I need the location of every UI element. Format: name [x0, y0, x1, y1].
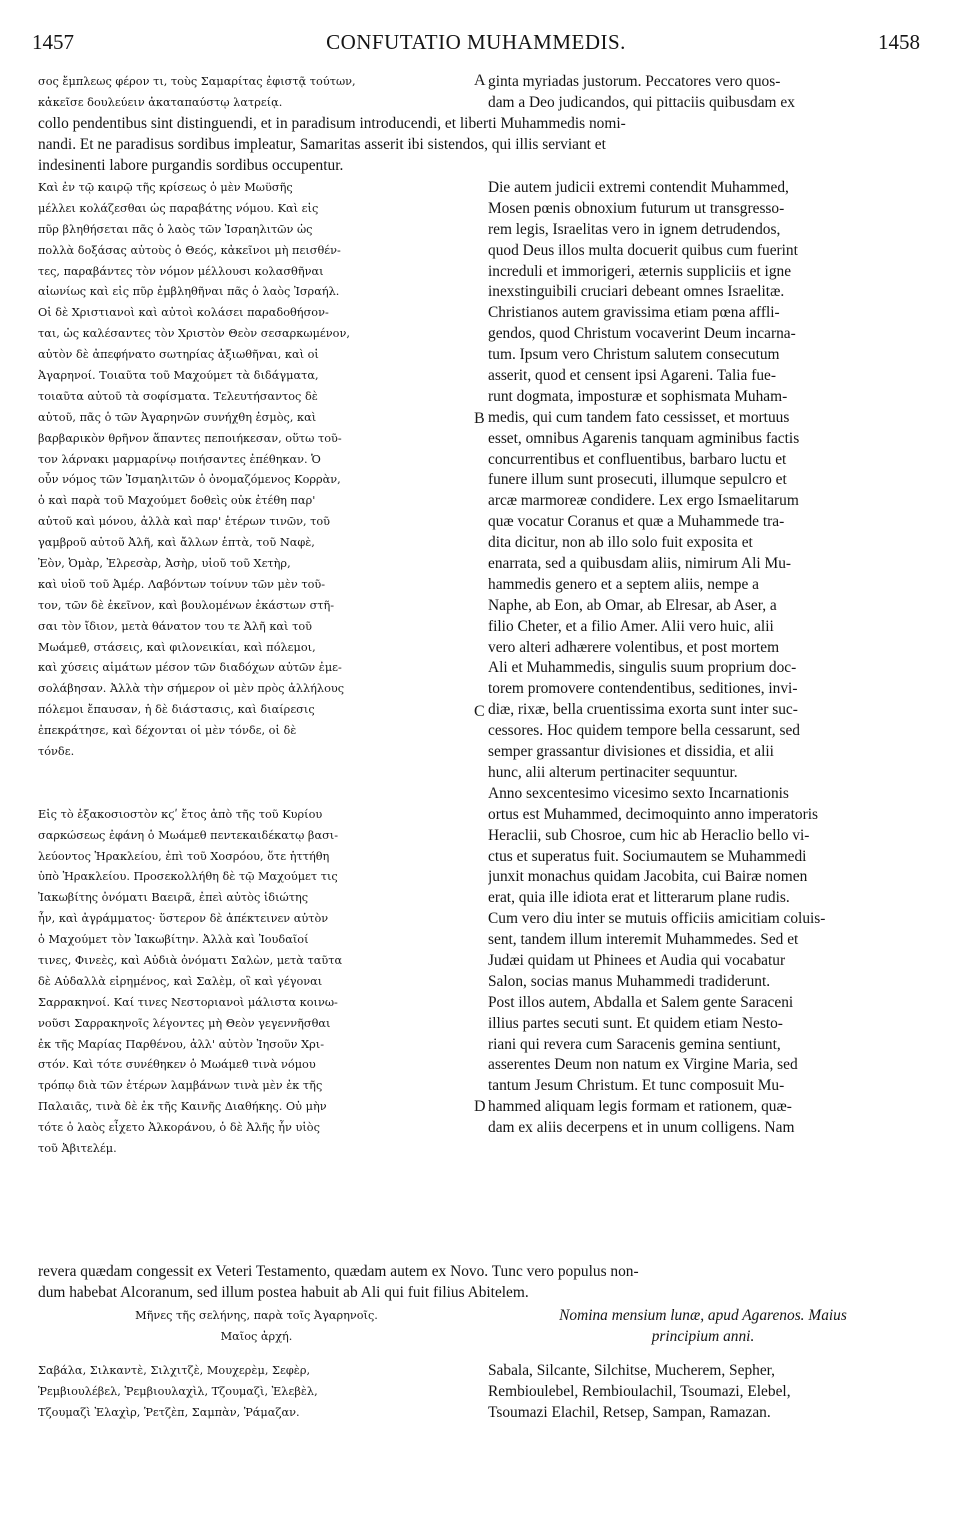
latin-heading-line: Nomina mensium lunæ, apud Agarenos. Maius [559, 1307, 847, 1324]
greek-text-line: πόλεμοι ἔπαυσαν, ἡ δὲ διάστασις, καὶ διαίρεσις [38, 703, 315, 717]
greek-text-line: σαι τὸν ἴδιον, μετὰ θάνατον του τε Ἀλῆ καὶ τοῦ [38, 619, 312, 633]
latin-text-line: dita dicitur, non ab illo solo fuit exposita et [488, 534, 753, 552]
greek-text-line: Οἱ δὲ Χριστιανοὶ καὶ αὐτοὶ κολάσει παραδοθήσον- [38, 306, 329, 320]
latin-text-line: quæ vocatur Coranus et quæ a Muhammede tra- [488, 513, 785, 531]
latin-text-line: inexstinguibili cruciari debeant omnes Israelitæ. [488, 283, 785, 301]
latin-text-line: cessores. Hoc quidem tempore bella cessarunt, sed [488, 722, 800, 740]
latin-text-line: ginta myriadas justorum. Peccatores vero quos- [488, 73, 781, 90]
latin-text-line: gendos, quod Christum vocaverint Deum incarna- [488, 325, 796, 343]
full-width-closing [38, 1262, 918, 1304]
margin-letter-c: C [474, 703, 485, 720]
greek-text-line: ται, ὡς καλέσαντες τὸν Χριστὸν Θεὸν σεσαρκωμένον, [38, 327, 350, 341]
latin-text-line: Judæi quidam ut Phinees et Audia qui vocabatur [488, 951, 786, 969]
latin-text-line: dam ex aliis decerpens et in unum colligens. Nam [488, 1119, 795, 1137]
page-number-left: 1457 [32, 30, 74, 54]
latin-text-line: sent, tandem illum interemit Muhammedes. Sed et [488, 931, 799, 949]
page-title: CONFUTATIO MUHAMMEDIS. [326, 30, 626, 54]
greek-text-line: γαμβροῦ αὐτοῦ Ἀλῆ, καὶ ἄλλων ἑπτὰ, τοῦ Ναφὲ, [38, 536, 315, 550]
latin-text-line: medis, qui cum tandem fato cessisset, et mortuus [488, 408, 790, 426]
greek-text-line: τρόπῳ διὰ τῶν ἑτέρων λαμβάνων τινὰ μὲν ἐκ τῆς [38, 1079, 323, 1093]
greek-text-line: σολάβησαν. Ἀλλὰ τὴν σήμερον οἱ μὲν πρὸς ἀλλήλους [38, 682, 345, 696]
greek-text-line: οὖν νόμος τῶν Ἰσμαηλιτῶν ὁ ὀνομαζόμενος Κορρὰν, [38, 473, 341, 487]
latin-text-line: Post illos autem, Abdalla et Salem gente Saraceni [488, 993, 794, 1011]
running-header [32, 30, 920, 60]
latin-text-line: quod Deus illos multa docuerit quibus cum fuerint [488, 241, 798, 259]
greek-text-line: στόν. Καὶ τότε συνέθηκεν ὁ Μωάμεθ τινὰ νόμου [38, 1058, 316, 1072]
text-line: nandi. Et ne paradisus sordibus impleatur, Samaritas asserit ibi sistendos, qui illis serviant et [38, 135, 606, 153]
greek-text-line: πολλὰ δοξάσας αὐτοὺς ὁ Θεός, κἀκεῖνοι μὴ πεισθέν- [38, 243, 341, 257]
latin-text-line: hunc, alii alterum pertinaciter sequuntur. [488, 763, 738, 781]
latin-column-top [488, 72, 918, 114]
greek-text-line: αὐτὸν δὲ ἀπεφήνατο σωτηρίας ἀξιωθῆναι, καὶ οἱ [38, 348, 319, 362]
greek-month-line: Σαβάλα, Σιλκαντὲ, Σιλχιτζὲ, Μουχερὲμ, Σεφὲρ, [38, 1364, 311, 1377]
latin-text-line: ctus et superatus fuit. Sociumautem se Muhammedi [488, 847, 807, 865]
latin-text-line: Salon, socias manus Muhammedi tradiderunt. [488, 972, 771, 990]
greek-text-line: αὐτοῦ, πᾶς ὁ τῶν Ἀγαρηνῶν συνήχθη ἑσμὸς, καὶ [38, 410, 317, 424]
greek-text-line: Μωάμεθ, στάσεις, καὶ φιλονεικίαι, καὶ πόλεμοι, [38, 640, 316, 654]
greek-month-line: Ῥεμβιουλέβελ, Ῥεμβιουλαχὶλ, Τζουμαζὶ, Ἐλεβὲλ, [38, 1384, 318, 1398]
latin-text-line: enarrata, sed a quibusdam aliis, nimirum Ali Mu- [488, 555, 792, 573]
latin-heading-line: principium anni. [651, 1327, 755, 1345]
greek-text-line: ὑπὸ Ἡρακλείου. Προσεκολλήθη δὲ τῷ Μαχούμετ τις [38, 870, 338, 884]
greek-text-line: τον λάρνακι μαρμαρίνῳ ποιήσαντες ἐπέθηκαν. Ὁ [38, 452, 321, 466]
greek-text-line: Σαρρακηνοί. Καί τινες Νεστοριανοὶ μάλιστα κοινω- [38, 995, 338, 1009]
greek-text-line: Καὶ ἐν τῷ καιρῷ τῆς κρίσεως ὁ μὲν Μωϋσῆς [38, 181, 293, 194]
greek-text-line: τον, τῶν δὲ ἐκεῖνον, καὶ βουλομένων ἑκάστων στῆ- [38, 598, 335, 612]
greek-column-top [38, 72, 475, 114]
latin-text-line: tantum Jesum Christum. Et tunc composuit Mu- [488, 1077, 785, 1095]
latin-text-line: funere illum sunt prosecuti, illumque sepulcro et [488, 471, 787, 489]
greek-text-line: Ἐὸν, Ὀμὰρ, Ἐλρεσὰρ, Ἀσὴρ, υἱοῦ τοῦ Χετὴρ, [38, 557, 291, 571]
latin-text-line: esset, omnibus Agarenis tanquam agminibus factis [488, 429, 800, 447]
latin-text-line: concurrentibus et confluentibus, barbaro luctu et [488, 450, 787, 468]
margin-letter-a: A [474, 72, 486, 89]
greek-text-line: κἀκεῖσε δουλεύειν ἀκαταπαύστῳ λατρείᾳ. [38, 95, 283, 109]
latin-text-line: Ali et Muhammedis, singulis suum proprium doc- [488, 659, 797, 677]
greek-text-line: Παλαιᾶς, τινὰ δὲ ἐκ τῆς Καινῆς Διαθήκης. Οὐ μὴν [38, 1100, 327, 1114]
greek-text-line: σαρκώσεως ἐφάνη ὁ Μωάμεθ πεντεκαιδέκατῳ βασι- [38, 828, 339, 842]
full-width-intro [38, 114, 918, 177]
greek-text-line: τινες, Φινεὲς, καὶ Αὐδιὰ ὀνόματι Σαλὼν, μετὰ ταῦτα [38, 953, 343, 967]
greek-text-line: δὲ Αὐδαλλὰ εἰρημένος, καὶ Σαλὲμ, οἳ καὶ γέγοναι [38, 974, 323, 988]
latin-month-line: Rembioulebel, Rembioulachil, Tsoumazi, Elebel, [488, 1382, 791, 1400]
latin-text-line: illius partes secuti sunt. Et quidem etiam Nesto- [488, 1014, 783, 1032]
greek-text-line: τόνδε. [38, 745, 75, 759]
greek-text-line: αὐτοῦ καὶ μόνου, ἀλλὰ καὶ παρ' ἑτέρων τινῶν, τοῦ [38, 515, 331, 529]
greek-text-line: Εἰς τὸ ἑξακοσιοστὸν κϛʹ ἔτος ἀπὸ τῆς τοῦ Κυρίου [38, 807, 323, 821]
text-line: collo pendentibus sint distinguendi, et in paradisum introducendi, et liberti Muhammedis nomi- [38, 115, 626, 132]
greek-text-line: ὁ Μαχούμετ τὸν Ἰακωβίτην. Ἀλλὰ καὶ Ἰουδαῖοί [38, 933, 309, 947]
latin-text-line: arcæ marmoreæ condidere. Lex ergo Ismaelitarum [488, 492, 799, 510]
latin-text-line: vero alteri adhærere volentibus, et post mortem [488, 638, 780, 656]
latin-text-line: erat, quia ille idiota erat et litterarum plane rudis. [488, 889, 790, 907]
greek-heading-line: Μῆνες τῆς σελήνης, παρὰ τοῖς Ἀγαρηνοῖς. [135, 1309, 378, 1322]
latin-text-line: hammedis genero et a septem aliis, nempe a [488, 575, 759, 593]
latin-text-line: torem promovere contendentibus, seditiones, invi- [488, 680, 798, 698]
text-line: dum habebat Alcoranum, sed illum postea habuit ab Ali qui fuit filius Abitelem. [38, 1283, 529, 1301]
greek-text-line: τότε ὁ λαὸς εἶχετο Ἀλκοράνου, ὁ δὲ Ἀλῆς ἦν υἱὸς [38, 1121, 320, 1135]
margin-letter-b: B [474, 410, 485, 427]
greek-text-line: ἦν, καὶ ἀγράμματος· ὕστερον δὲ ἀπέκτεινεν αὐτὸν [38, 912, 329, 926]
greek-text-line: ἐκ τῆς Μαρίας Παρθένου, ἀλλ' αὐτὸν Ἰησοῦν Χρι- [38, 1037, 325, 1051]
greek-text-line: νοῦσι Σαρρακηνοῖς λέγοντες μὴ Θεὸν γεγεννῆσθαι [38, 1016, 331, 1030]
latin-text-line: rem legis, Israelitas vero in ignem detrudendos, [488, 220, 781, 238]
latin-text-line: asserentes Deum non natum ex Virgine Maria, sed [488, 1056, 798, 1074]
latin-text-line: riani qui revera cum Saracenis gemina sentiunt, [488, 1035, 781, 1053]
greek-text-line: βαρβαρικὸν θρῆνον ἅπαντες πεποιήκεσαν, οὕτω τοῦ- [38, 431, 342, 445]
greek-text-line: λεύοντος Ἡρακλείου, ἐπὶ τοῦ Χοσρόου, ὅτε ἡττήθη [38, 849, 330, 863]
latin-text-line: Anno sexcentesimo vicesimo sexto Incarnationis [488, 784, 789, 802]
latin-column-main [488, 178, 918, 1139]
latin-text-line: diæ, rixæ, bella cruentissima exorta sunt inter suc- [488, 701, 798, 719]
latin-month-line: Sabala, Silcante, Silchitse, Mucherem, Sepher, [488, 1362, 776, 1379]
greek-text-line: μέλλει κολάζεσθαι ὡς παραβάτης νόμου. Καὶ εἰς [38, 201, 319, 215]
latin-text-line: Mosen pœnis obnoxium futurum ut transgresso- [488, 199, 785, 217]
greek-text-line: τες, παραβάντες τὸν νόμον μέλλουσι κολασθῆναι [38, 264, 324, 278]
greek-heading-line: Μαῖος ἀρχή. [220, 1329, 293, 1343]
latin-text-line: junxit monachus quidam Jacobita, cui Bairæ nomen [488, 868, 808, 886]
latin-text-line: ortus est Muhammed, decimoquinto anno imperatoris [488, 805, 818, 823]
text-line: indesinenti labore purgandis sordibus occupentur. [38, 156, 344, 174]
greek-text-line: ἐπεκράτησε, καὶ δέχονται οἱ μὲν τόνδε, οἱ δὲ [38, 724, 297, 738]
greek-text-line: καὶ υἱοῦ τοῦ Ἀμέρ. Λαβόντων τοίνυν τῶν μὲν τοῦ- [38, 577, 326, 591]
page-number-right: 1458 [878, 30, 920, 54]
latin-text-line: asserit, quod et censent ipsi Agareni. Talia fue- [488, 367, 776, 385]
greek-text-line [38, 784, 475, 805]
latin-text-line: Heraclii, sub Chosroe, cum hic ab Heraclio bello vi- [488, 826, 810, 844]
latin-text-line: tum. Ipsum vero Christum salutem consecutum [488, 346, 780, 364]
latin-text-line: hammed aliquam legis formam et rationem, quæ- [488, 1098, 792, 1116]
greek-text-line: τοιαῦτα αὐτοῦ τὰ σοφίσματα. Τελευτήσαντος δὲ [38, 389, 318, 403]
months-latin-heading [488, 1306, 918, 1348]
greek-text-line: αἰωνίως καὶ εἰς πῦρ ἐμβληθῆναι πᾶς ὁ λαὸς Ἰσραήλ. [38, 285, 340, 299]
latin-text-line: semper grassantur divisiones et dissidia, et alii [488, 743, 774, 761]
greek-month-line: Τζουμαζὶ Ἐλαχὶρ, Ῥετζὲπ, Σαμπὰν, Ῥάμαζαν. [38, 1405, 300, 1419]
greek-text-line: Ἰακωβίτης ὀνόματι Βαειρᾶ, ἐπεὶ αὐτὸς ἰδιώτης [38, 891, 309, 905]
latin-text-line: Christianos autem gravissima etiam pœna affli- [488, 304, 780, 322]
months-greek-heading [38, 1306, 475, 1348]
latin-text-line: filio Cheter, et a filio Amer. Alii vero huic, alii [488, 617, 774, 635]
greek-text-line: καὶ χύσεις αἱμάτων μέσον τῶν διαδόχων αὐτῶν ἐμε- [38, 661, 342, 675]
greek-text-line: Ἀγαρηνοί. Τοιαῦτα τοῦ Μαχούμετ τὰ διδάγματα, [38, 369, 319, 383]
months-greek-list [38, 1361, 475, 1424]
greek-text-line: τοῦ Ἀβιτελέμ. [38, 1141, 117, 1155]
greek-text-line: πῦρ βληθήσεται πᾶς ὁ λαὸς τῶν Ἰσραηλιτῶν ὡς [38, 222, 313, 236]
latin-text-line: Naphe, ab Eon, ab Omar, ab Elresar, ab Aser, a [488, 596, 777, 614]
greek-text-line [38, 763, 475, 784]
latin-month-line: Tsoumazi Elachil, Retsep, Sampan, Ramazan. [488, 1403, 771, 1421]
latin-text-line: Cum vero diu inter se mutuis officiis amicitiam coluis- [488, 910, 826, 928]
greek-column-main [38, 178, 475, 1160]
text-line: revera quædam congessit ex Veteri Testamento, quædam autem ex Novo. Tunc vero populus non- [38, 1263, 639, 1280]
latin-text-line: runt dogmata, imposturæ et sophismata Muham- [488, 387, 788, 405]
months-latin-list [488, 1361, 918, 1424]
greek-text-line: ὁ καὶ παρὰ τοῦ Μαχούμετ δοθεὶς οὐκ ἐτέθη παρ' [38, 494, 316, 508]
latin-text-line: dam a Deo judicandos, qui pittaciis quibusdam ex [488, 93, 795, 111]
greek-text-line: σος ἔμπλεως φέρον τι, τοὺς Σαμαρίτας ἐφιστᾷ τούτων, [38, 75, 356, 88]
latin-text-line: increduli et immorigeri, æternis suppliciis et igne [488, 262, 792, 280]
margin-letter-d: D [474, 1098, 486, 1115]
latin-text-line: Die autem judicii extremi contendit Muhammed, [488, 179, 789, 196]
